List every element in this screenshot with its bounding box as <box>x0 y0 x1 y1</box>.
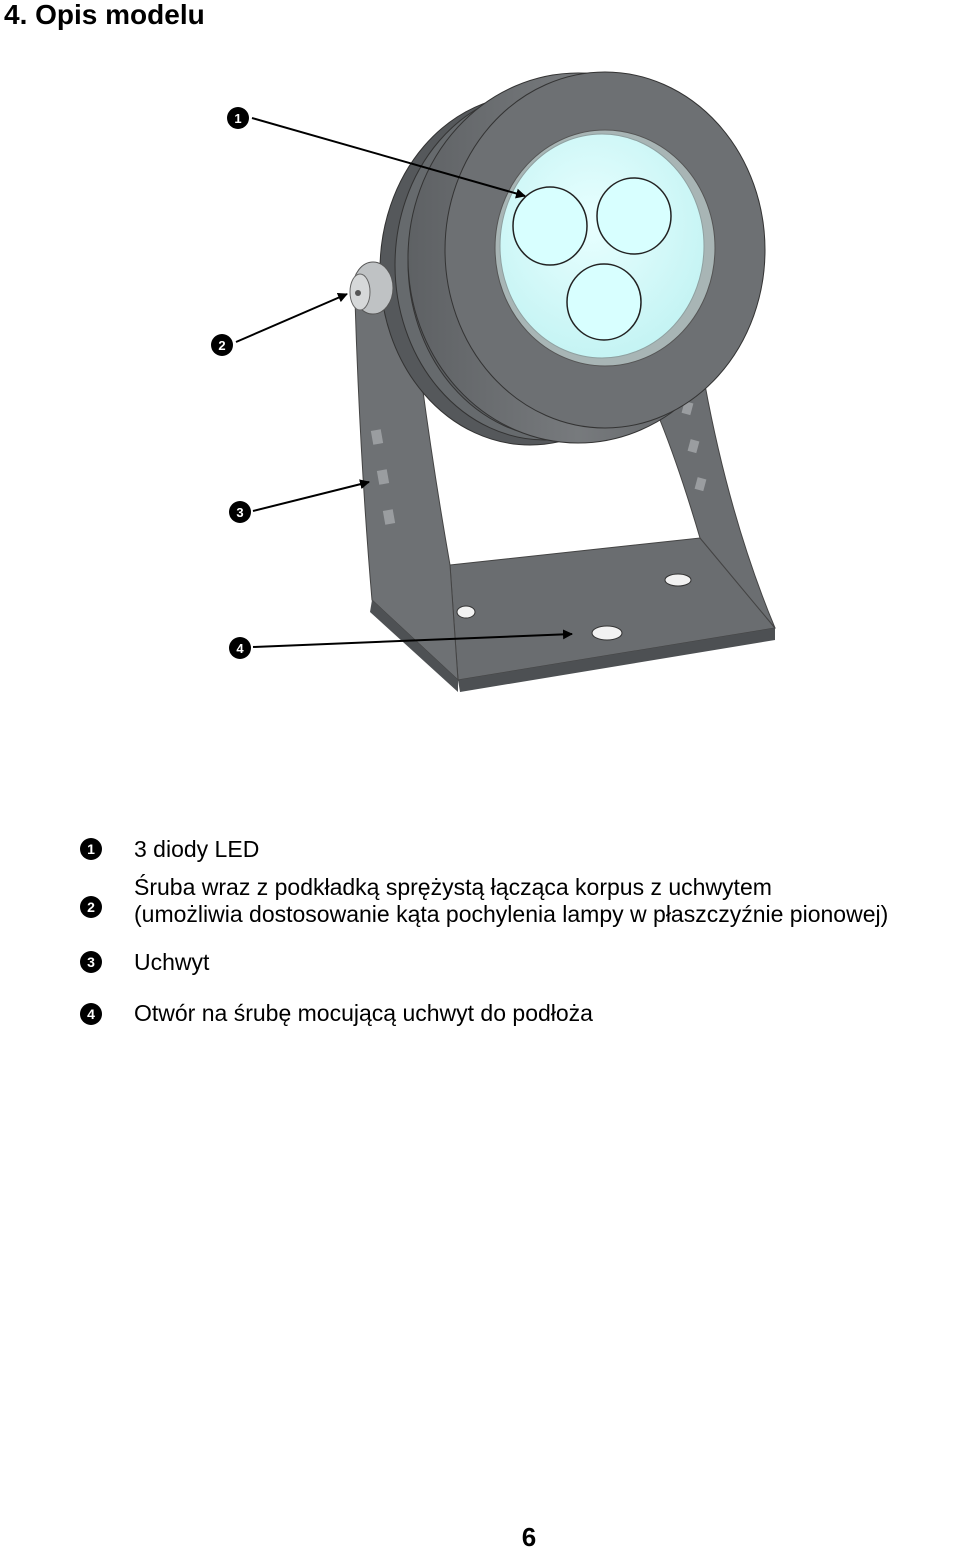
lamp-body <box>380 72 765 445</box>
legend-marker: 4 <box>80 1003 102 1025</box>
legend-text: Otwór na śrubę mocującą uchwyt do podłoża <box>134 1000 593 1026</box>
legend-marker: 3 <box>80 951 102 973</box>
screw <box>350 262 393 314</box>
legend-text: Uchwyt <box>134 949 210 975</box>
legend-text-continued: (umożliwia dostosowanie kąta pochylenia lampy w płaszczyźnie pionowej) <box>134 901 889 927</box>
callout-markers <box>211 107 251 659</box>
section-title: 4. Opis modelu <box>4 0 205 30</box>
legend-text: Śruba wraz z podkładką sprężystą łącząca korpus z uchwytem <box>134 874 772 900</box>
callout-2: 2 <box>218 338 226 353</box>
callout-4: 4 <box>236 641 244 656</box>
callout-1: 1 <box>234 111 242 126</box>
legend-text: 3 diody LED <box>134 836 260 862</box>
legend-marker: 1 <box>80 838 102 860</box>
page-number: 6 <box>521 1522 537 1552</box>
legend-marker: 2 <box>80 896 102 918</box>
callout-3: 3 <box>236 505 244 520</box>
lamp-illustration <box>0 60 960 700</box>
